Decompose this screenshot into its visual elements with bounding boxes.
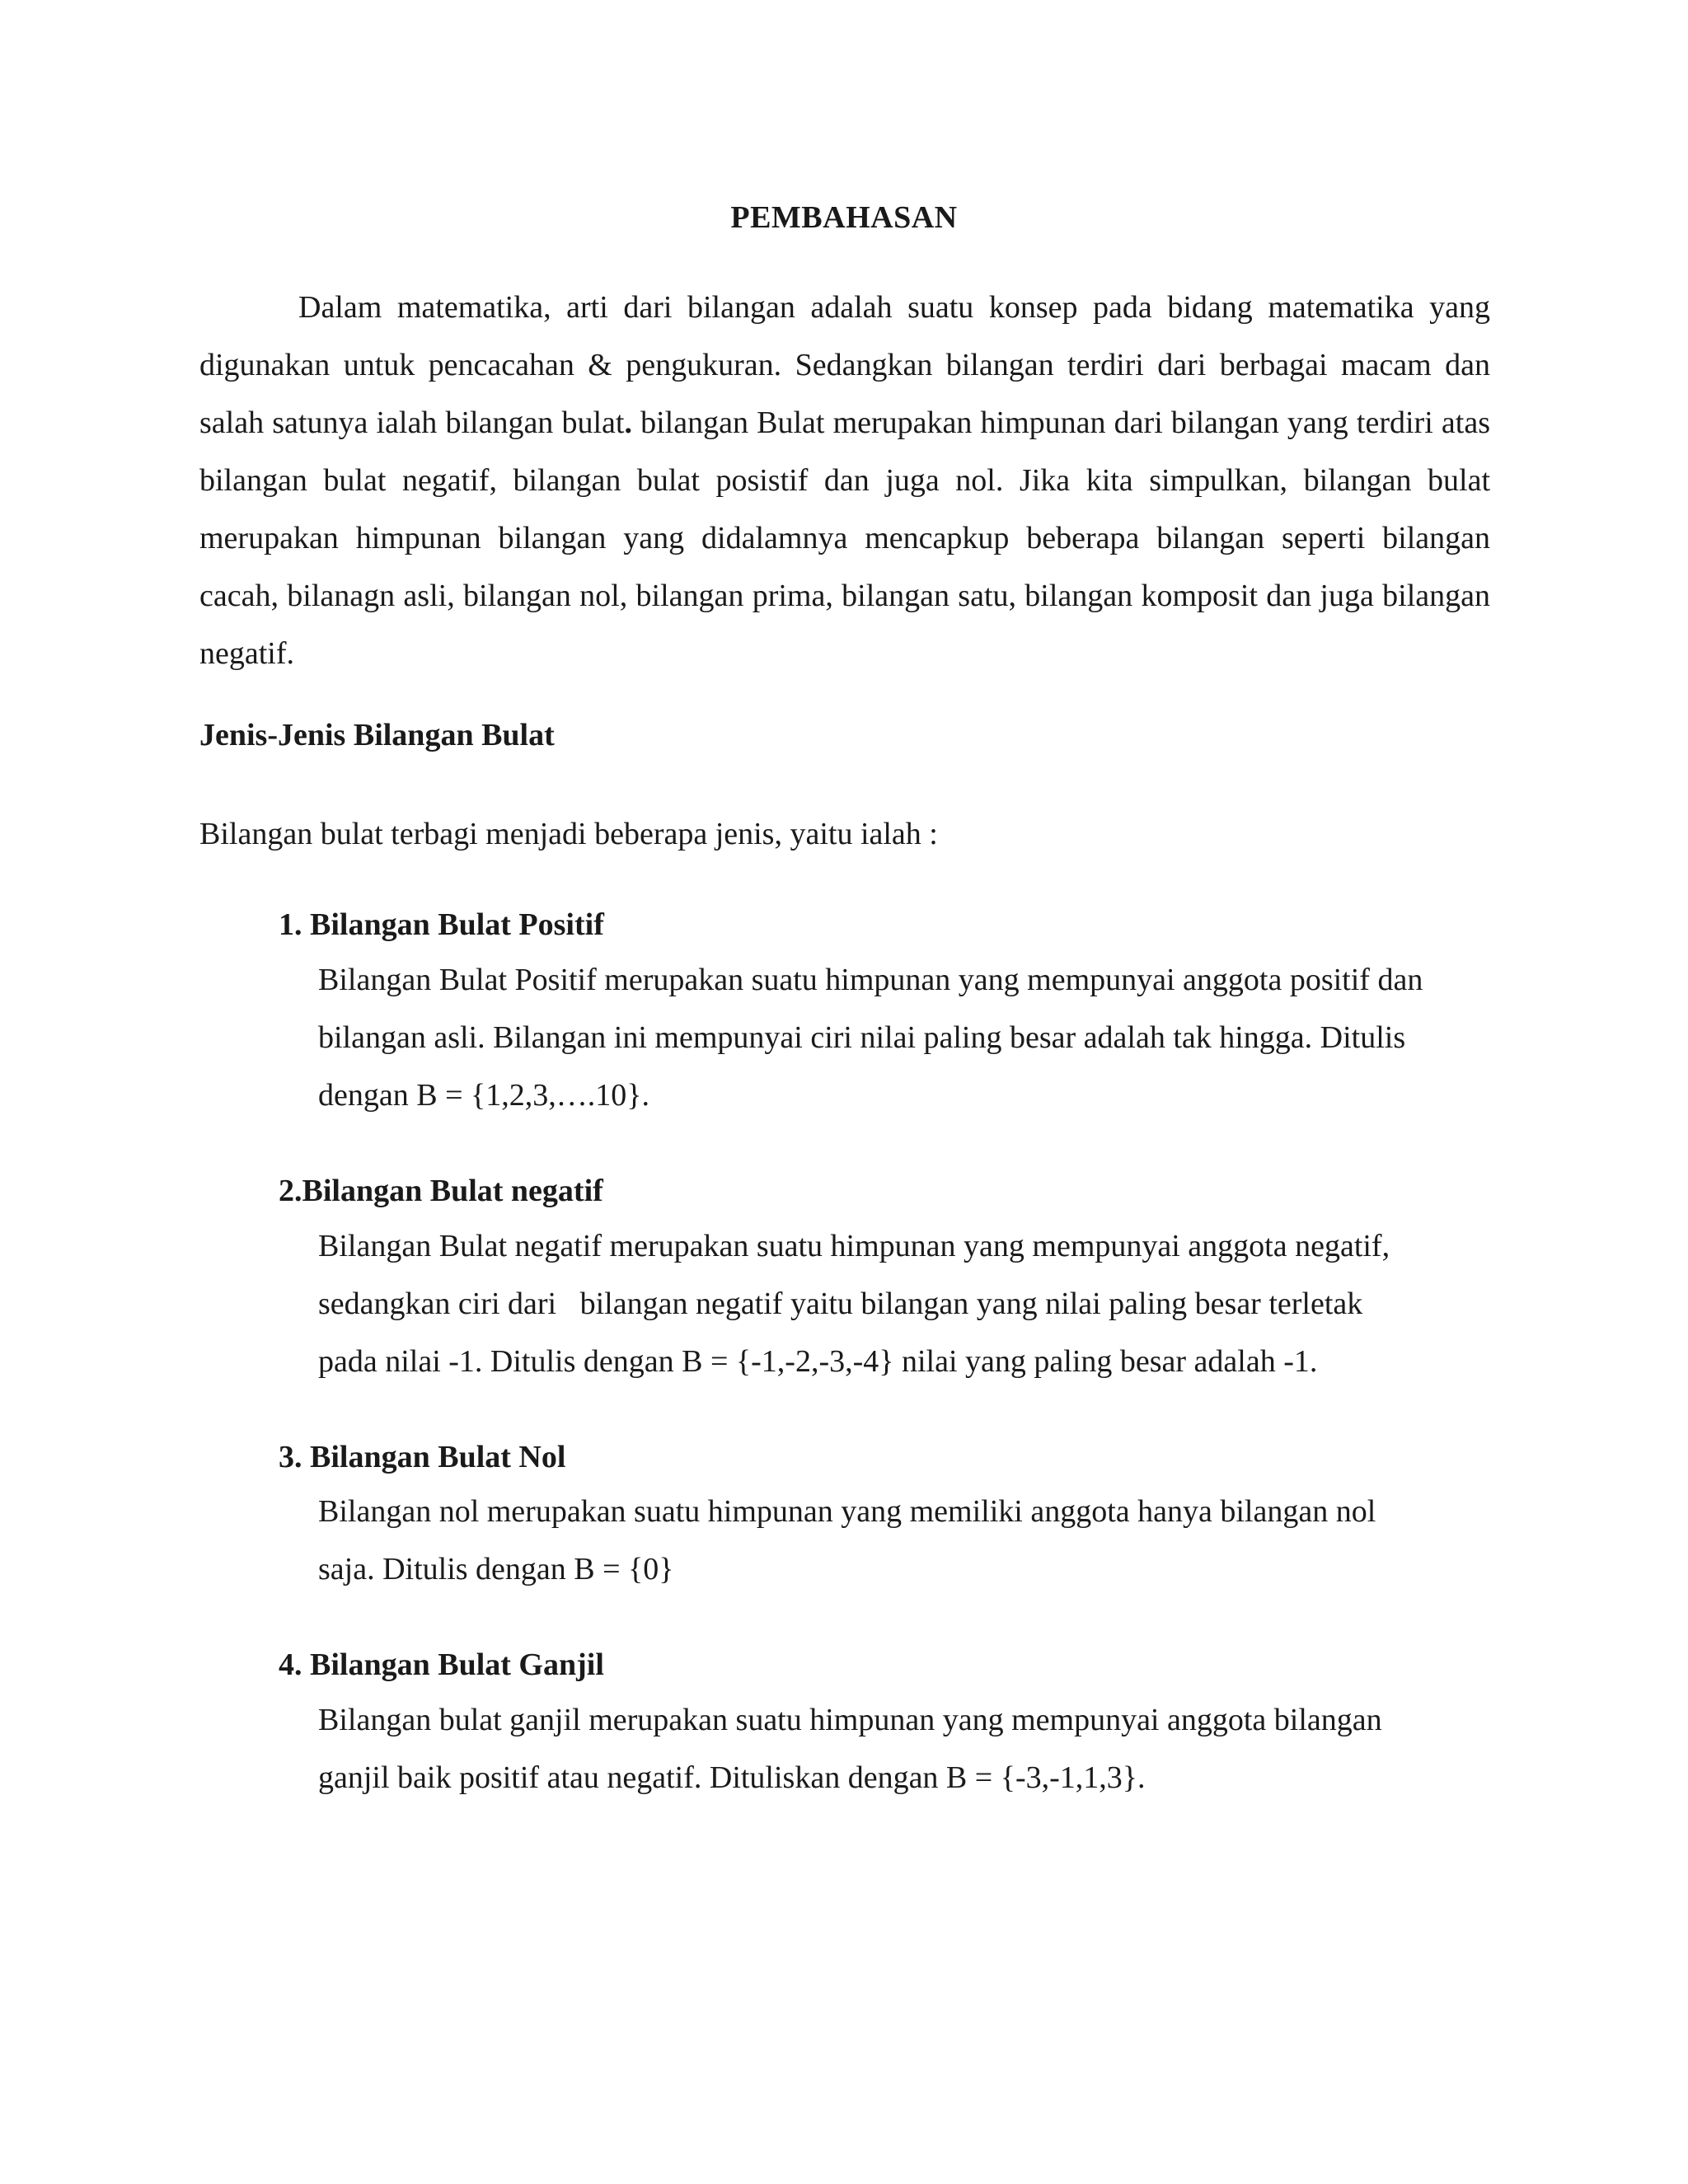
intro-bold-period: . (624, 405, 632, 440)
intro-paragraph (199, 279, 1490, 682)
item-body-positif (318, 951, 1497, 1124)
body-line: Bilangan Bulat Positif merupakan suatu himpunan yang mempunyai anggota positif dan (318, 963, 1423, 997)
body-line: Bilangan bulat ganjil merupakan suatu himpunan yang mempunyai anggota bilangan (318, 1703, 1382, 1737)
item-title-negatif: 2.Bilangan Bulat negatif (279, 1174, 603, 1208)
item-title-nol: 3. Bilangan Bulat Nol (279, 1440, 566, 1474)
section-heading: Jenis-Jenis Bilangan Bulat (199, 718, 555, 752)
item-title-positif: 1. Bilangan Bulat Positif (279, 907, 604, 942)
body-line: dengan B = {1,2,3,….10}. (318, 1078, 649, 1113)
item-title-ganjil: 4. Bilangan Bulat Ganjil (279, 1647, 604, 1682)
body-line: bilangan asli. Bilangan ini mempunyai ciri nilai paling besar adalah tak hingga. Ditulis (318, 1020, 1406, 1055)
item-body-ganjil (318, 1691, 1497, 1807)
item-body-negatif (318, 1217, 1497, 1390)
lead-sentence: Bilangan bulat terbagi menjadi beberapa jenis, yaitu ialah : (199, 817, 938, 851)
body-line: Bilangan nol merupakan suatu himpunan yang memiliki anggota hanya bilangan nol (318, 1494, 1376, 1529)
item-body-nol (318, 1483, 1497, 1598)
page-title: PEMBAHASAN (730, 200, 958, 235)
body-line: Bilangan Bulat negatif merupakan suatu himpunan yang mempunyai anggota negatif, (318, 1229, 1390, 1263)
body-line: saja. Ditulis dengan B = {0} (318, 1552, 674, 1586)
body-line: pada nilai -1. Ditulis dengan B = {-1,-2,-3,-4} nilai yang paling besar adalah -1. (318, 1344, 1318, 1379)
intro-text-1: Dalam matematika, arti dari bilangan adalah suatu konsep pada bidang matematika yang digunakan untuk pencacahan & pengukuran. Sedangkan bilangan terdiri dari berbagai macam dan salah satunya ialah bilangan bulat (199, 290, 1490, 440)
body-line: ganjil baik positif atau negatif. Dituliskan dengan B = {-3,-1,1,3}. (318, 1760, 1146, 1795)
body-line: sedangkan ciri dari bilangan negatif yaitu bilangan yang nilai paling besar terletak (318, 1286, 1363, 1321)
intro-text-2: bilangan Bulat merupakan himpunan dari bilangan yang terdiri atas bilangan bulat negatif, bilangan bulat posistif dan juga nol. Jika kita simpulkan, bilangan bulat merupakan himpunan bilangan yang didalamnya mencapkup beberapa bilangan seperti bilangan cacah, bilanagn asli, bilangan nol, bilangan prima, bilangan satu, bilangan komposit dan juga bilangan negatif. (199, 405, 1491, 671)
